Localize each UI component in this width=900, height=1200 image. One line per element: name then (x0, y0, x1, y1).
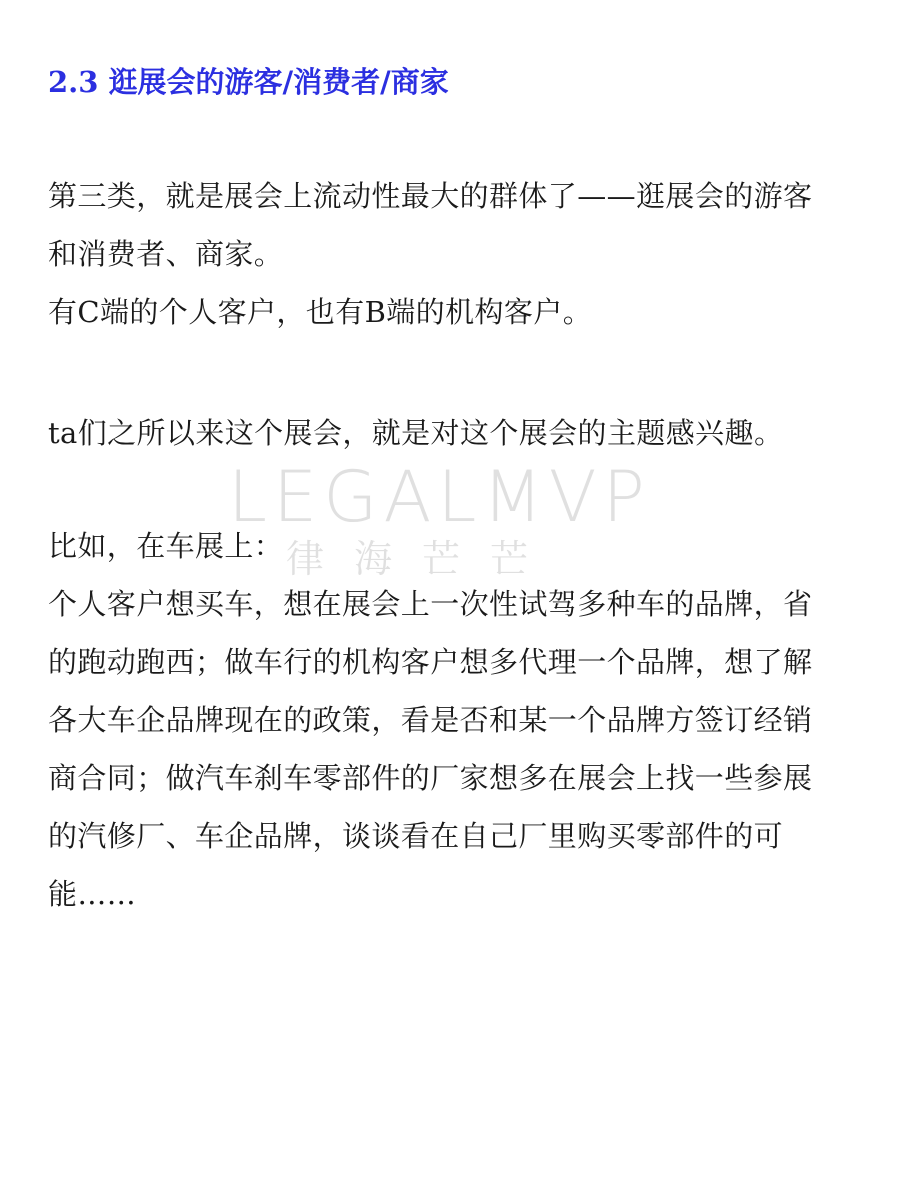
paragraph-line: ta们之所以来这个展会，就是对这个展会的主题感兴趣。 (48, 416, 784, 450)
paragraph-line: 个人客户想买车，想在展会上一次性试驾多种车的品牌，省 (48, 587, 813, 621)
paragraph-line: 能…… (48, 877, 137, 911)
watermark-latin: LEGALMVP (228, 456, 651, 538)
paragraph-line: 商合同；做汽车刹车零部件的厂家想多在展会上找一些参展 (48, 761, 813, 795)
paragraph-line: 和消费者、商家。 (48, 237, 284, 271)
paragraph-motivation (48, 404, 848, 462)
paragraph-line: 有C端的个人客户，也有B端的机构客户。 (48, 295, 593, 329)
paragraph-line: 的跑动跑西；做车行的机构客户想多代理一个品牌，想了解 (48, 645, 813, 679)
paragraph-line: 的汽修厂、车企品牌，谈谈看在自己厂里购买零部件的可 (48, 819, 784, 853)
paragraph-visitor-types (48, 167, 848, 341)
paragraph-line: 各大车企品牌现在的政策，看是否和某一个品牌方签订经销 (48, 703, 813, 737)
paragraph-car-show-example (48, 517, 848, 923)
paragraph-line: 比如，在车展上： (48, 529, 284, 563)
section-heading: 2.3 逛展会的游客/消费者/商家 (48, 65, 449, 99)
watermark-cjk: 律海芒芒 (286, 537, 559, 581)
paragraph-line: 第三类，就是展会上流动性最大的群体了——逛展会的游客 (48, 179, 813, 213)
